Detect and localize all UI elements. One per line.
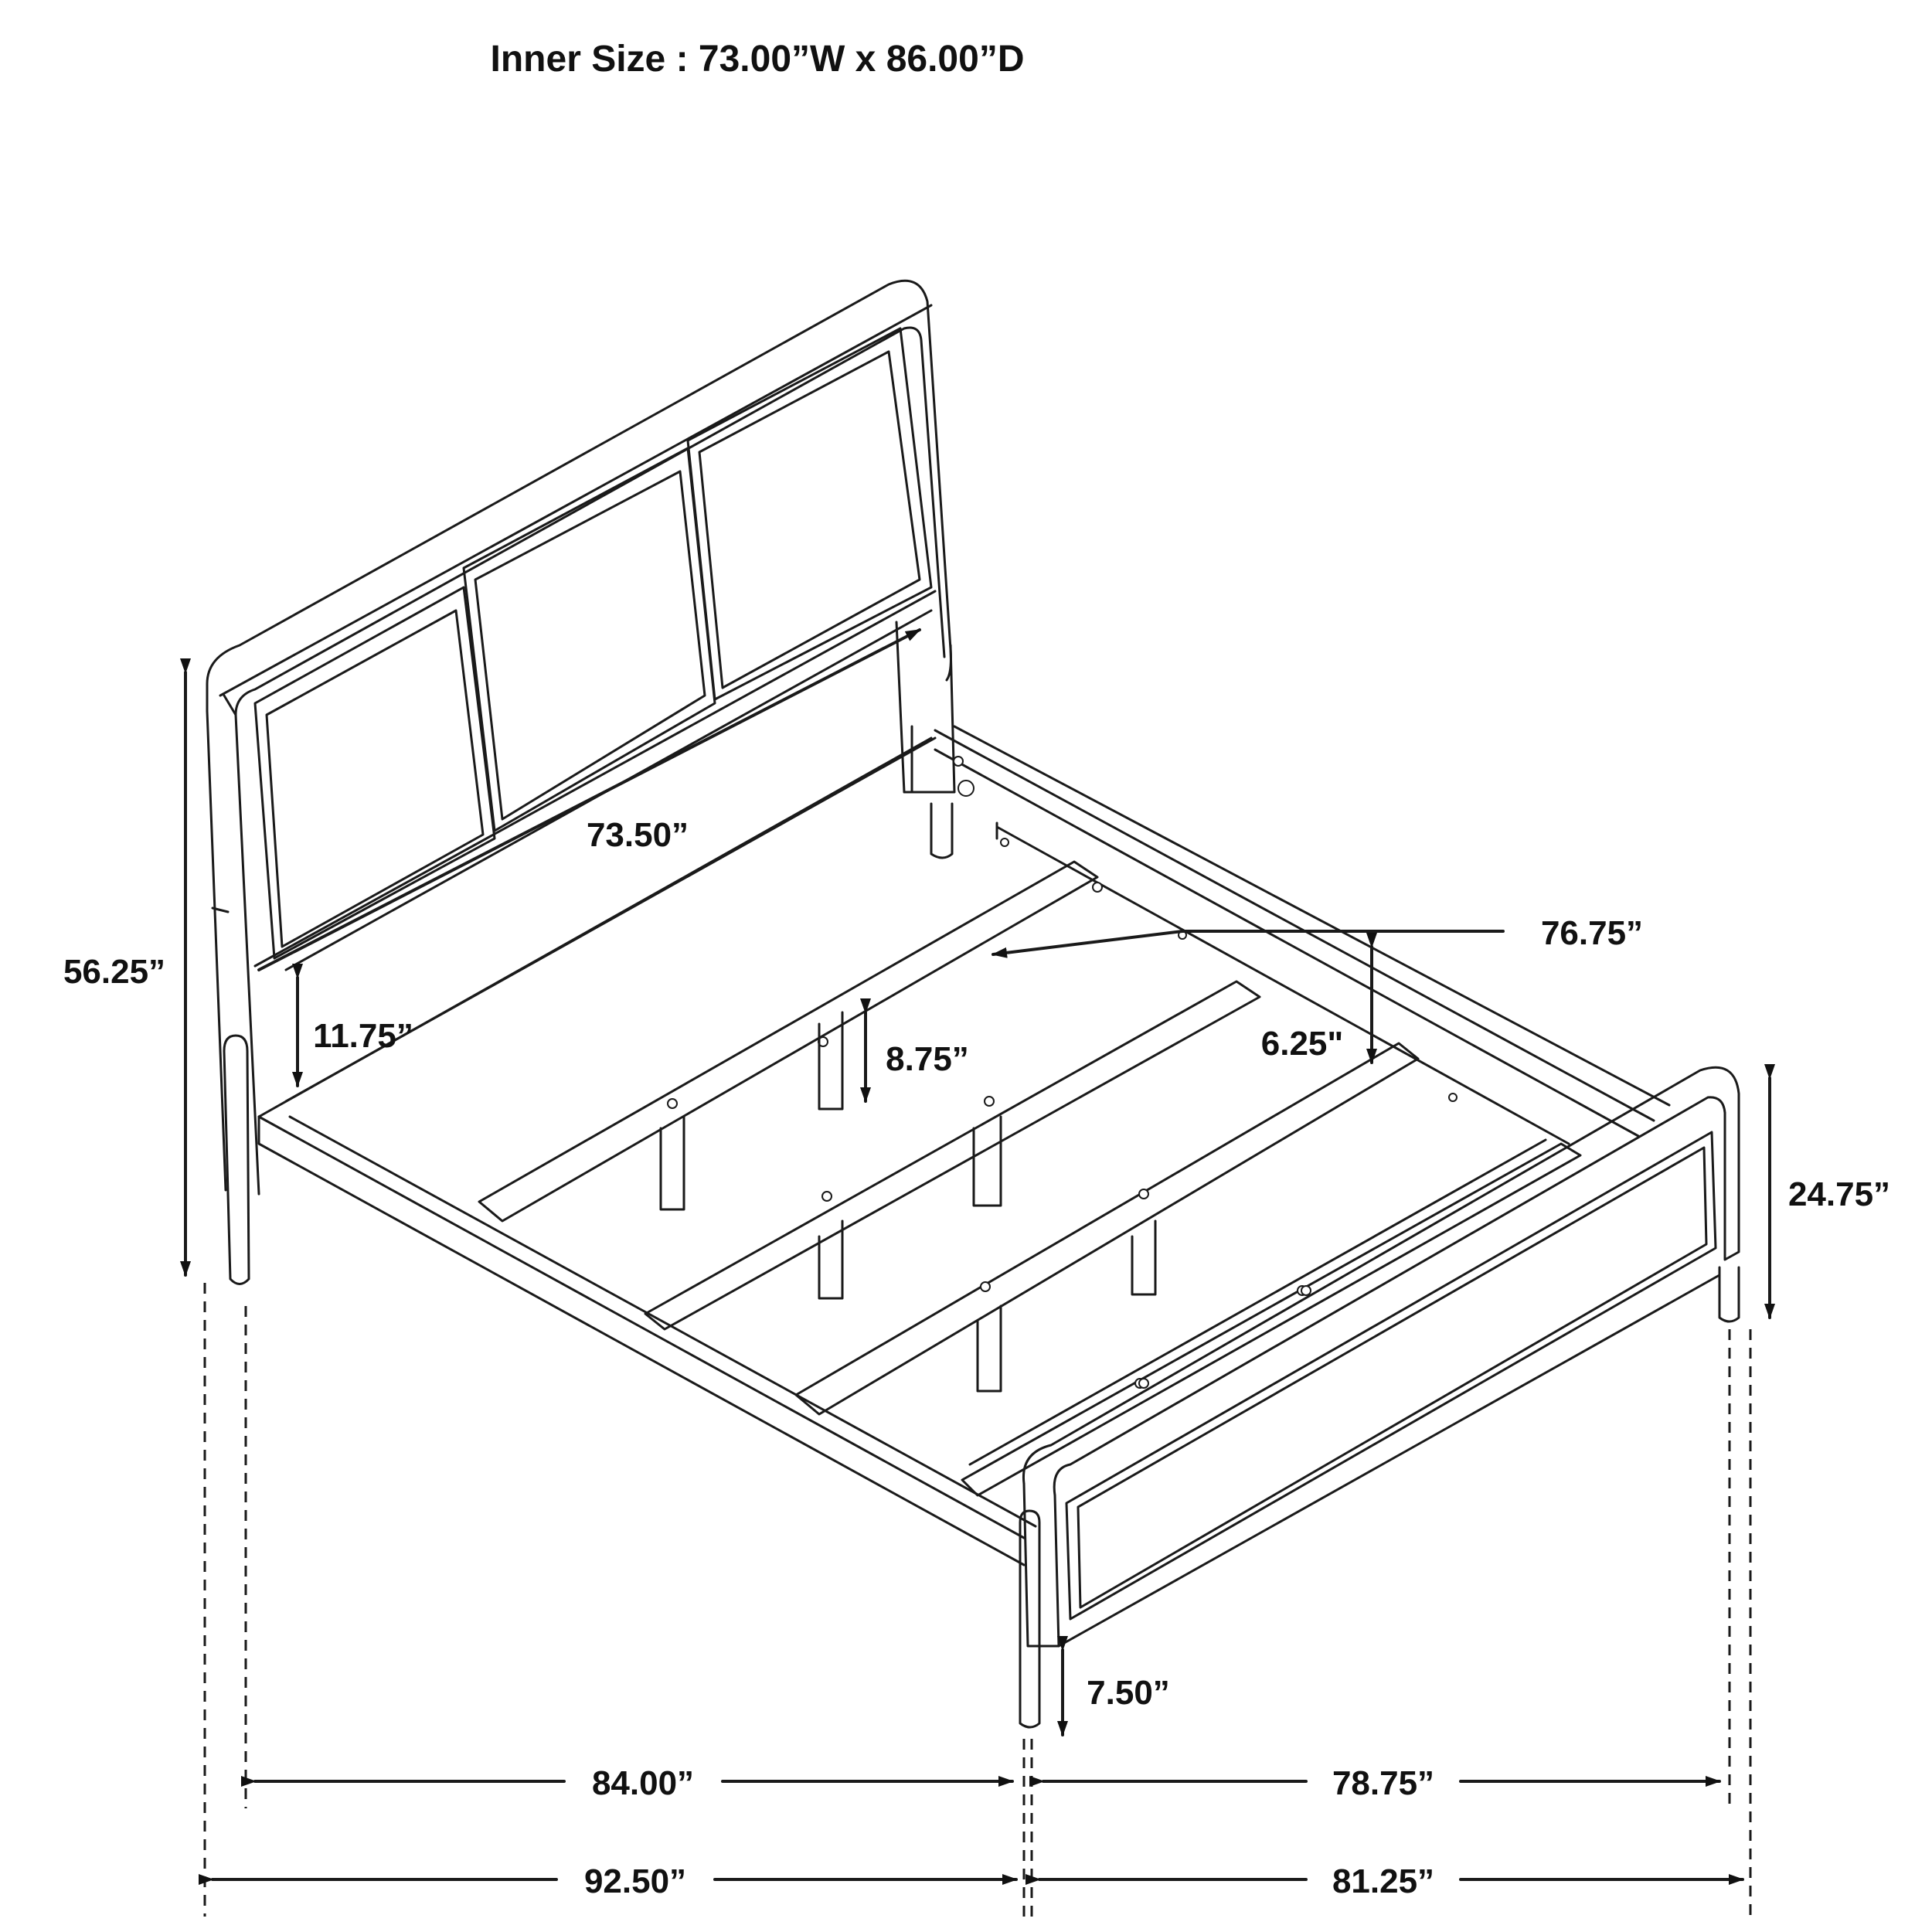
label-headboard-width: 73.50”	[586, 816, 689, 854]
dimension-lines	[185, 630, 1770, 1917]
label-overall-length: 92.50”	[583, 1862, 687, 1900]
label-footboard-height: 24.75”	[1787, 1175, 1891, 1213]
label-center-leg: 8.75”	[886, 1040, 969, 1078]
label-rail-height: 11.75”	[313, 1017, 413, 1055]
frame-holes	[954, 757, 1457, 1101]
label-footboard-clearance: 7.50”	[1087, 1674, 1170, 1712]
headboard-panels	[255, 328, 931, 958]
footboard	[1020, 1067, 1739, 1727]
label-overall-width: 81.25”	[1332, 1862, 1435, 1900]
label-inner-width: 78.75”	[1332, 1764, 1435, 1802]
dim-slat-length-line	[993, 931, 1182, 954]
slats	[479, 862, 1580, 1495]
label-overall-height: 56.25”	[63, 953, 166, 991]
inner-size-title: Inner Size : 73.00”W x 86.00”D	[490, 39, 1025, 80]
label-slat-support: 6.25"	[1260, 1025, 1344, 1063]
label-inner-length: 84.00”	[591, 1764, 695, 1802]
label-slat-length: 76.75”	[1540, 914, 1644, 952]
